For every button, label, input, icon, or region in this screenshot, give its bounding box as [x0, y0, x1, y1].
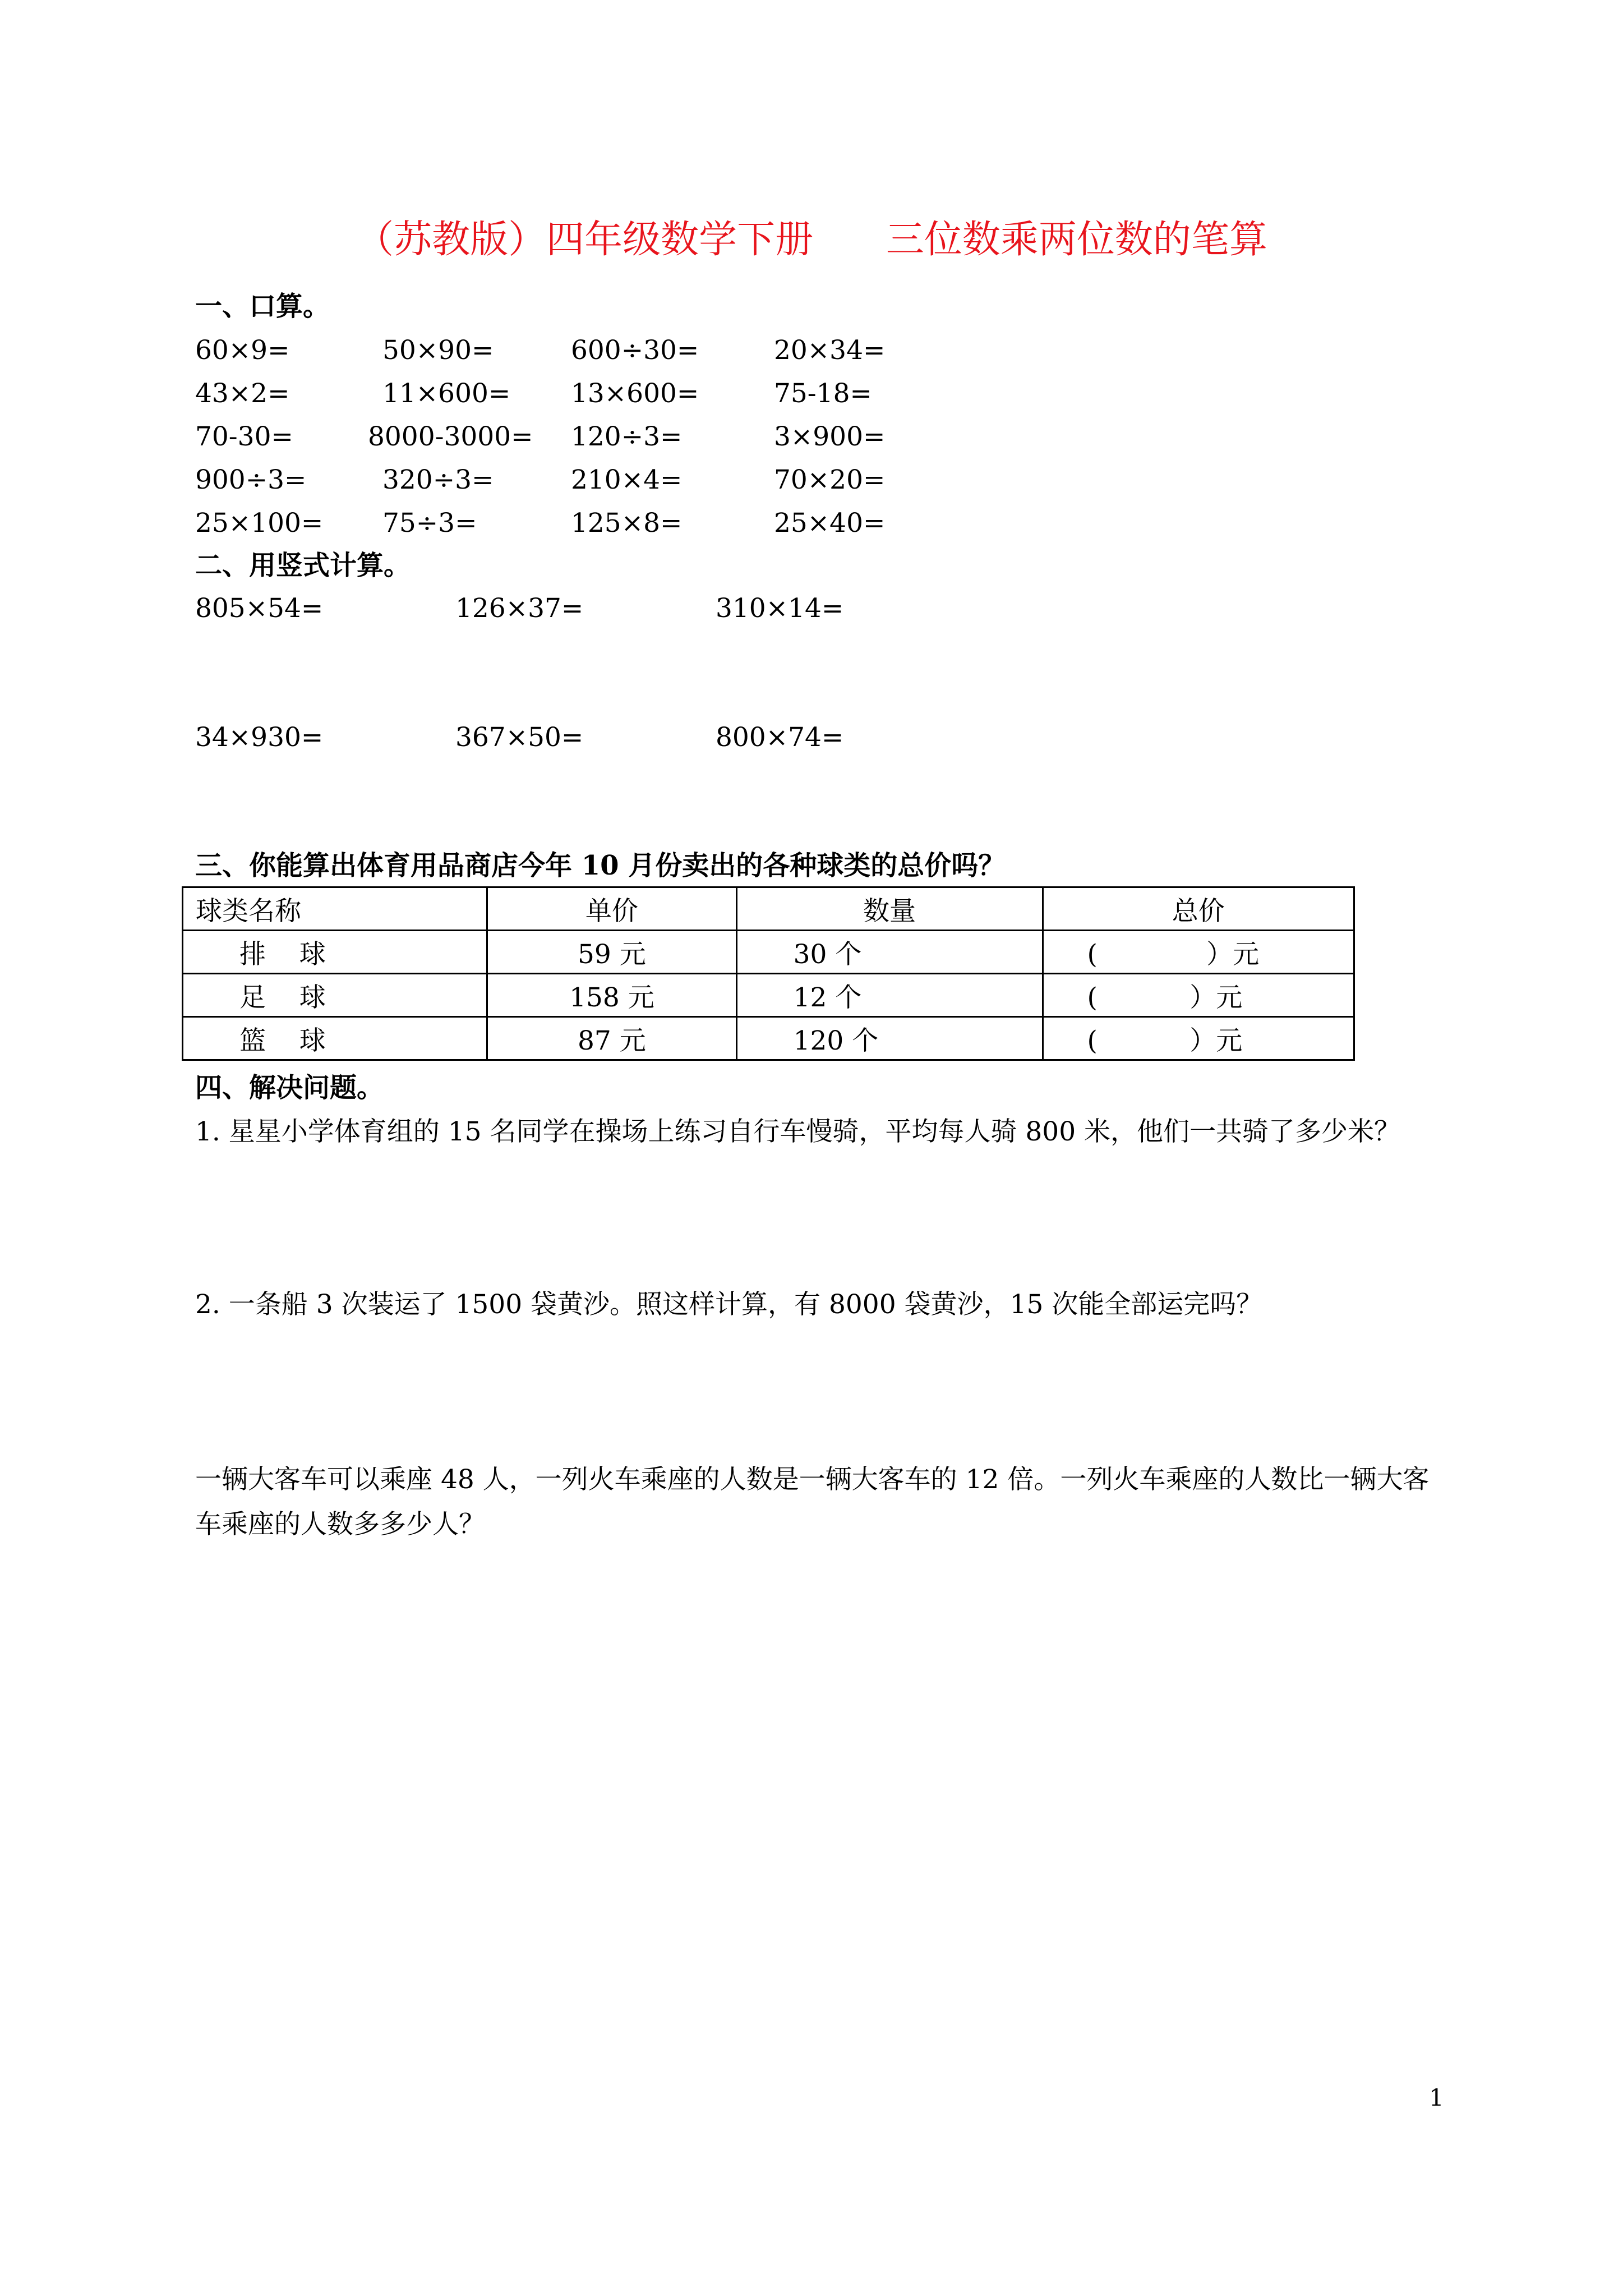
table-header-cell: 球类名称	[183, 887, 487, 931]
section-3-heading: 三、你能算出体育用品商店今年 10 月份卖出的各种球类的总价吗？	[195, 850, 1006, 881]
ball-price-table	[182, 886, 1355, 1061]
page-title: （苏教版）四年级数学下册 三位数乘两位数的笔算	[356, 218, 1267, 262]
oral-problem: 8000-3000=	[368, 421, 533, 452]
oral-problem: 50×90=	[382, 335, 494, 366]
section-2-heading: 二、用竖式计算。	[195, 550, 411, 581]
table-row	[183, 1017, 1354, 1060]
oral-problem: 25×40=	[774, 508, 886, 539]
table-cell: ( ）元	[1043, 931, 1354, 974]
table-cell: 12 个	[736, 974, 1043, 1017]
table-header-cell: 总价	[1043, 887, 1354, 931]
oral-problem: 900÷3=	[195, 464, 307, 495]
oral-problem: 43×2=	[195, 378, 290, 409]
table-cell: 足 球	[183, 974, 487, 1017]
table-cell: 158 元	[487, 974, 736, 1017]
word-problem-3: 一辆大客车可以乘座 48 人，一列火车乘座的人数是一辆大客车的 12 倍。一列火车乘座的人数比一辆大客车乘座的人数多多少人？	[195, 1464, 1430, 1540]
vertical-calc-problem: 126×37=	[455, 593, 584, 624]
table-cell: 30 个	[736, 931, 1043, 974]
table-cell: 120 个	[736, 1017, 1043, 1060]
vertical-calc-problem: 800×74=	[716, 722, 844, 753]
table-header-cell: 单价	[487, 887, 736, 931]
oral-problem: 20×34=	[774, 335, 886, 366]
vertical-calc-problem: 805×54=	[195, 593, 324, 624]
table-cell: 87 元	[487, 1017, 736, 1060]
oral-problem: 70-30=	[195, 421, 293, 452]
oral-problem: 125×8=	[571, 508, 683, 539]
oral-problem: 13×600=	[571, 378, 699, 409]
oral-problem: 70×20=	[774, 464, 886, 495]
oral-problem: 120÷3=	[571, 421, 683, 452]
table-header-row	[183, 887, 1354, 931]
vertical-calc-problem: 367×50=	[455, 722, 584, 753]
oral-problem: 320÷3=	[382, 464, 494, 495]
table-cell: 59 元	[487, 931, 736, 974]
table-cell: ( ）元	[1043, 1017, 1354, 1060]
table-cell: 篮 球	[183, 1017, 487, 1060]
section-4-heading: 四、解决问题。	[195, 1072, 384, 1103]
oral-problem: 11×600=	[382, 378, 511, 409]
vertical-calc-problem: 310×14=	[716, 593, 844, 624]
table-cell: ( ）元	[1043, 974, 1354, 1017]
table-cell: 排 球	[183, 931, 487, 974]
oral-problem: 60×9=	[195, 335, 290, 366]
oral-problem: 25×100=	[195, 508, 324, 539]
oral-problem: 75÷3=	[382, 508, 477, 539]
page-number: 1	[1429, 2084, 1444, 2111]
table-header-cell: 数量	[736, 887, 1043, 931]
table-row	[183, 974, 1354, 1017]
oral-problem: 3×900=	[774, 421, 886, 452]
oral-problem: 600÷30=	[571, 335, 699, 366]
oral-problem: 210×4=	[571, 464, 683, 495]
word-problem-2: 2. 一条船 3 次装运了 1500 袋黄沙。照这样计算，有 8000 袋黄沙，15 次能全部运完吗？	[195, 1289, 1263, 1320]
vertical-calc-problem: 34×930=	[195, 722, 324, 753]
word-problem-1: 1. 星星小学体育组的 15 名同学在操场上练习自行车慢骑，平均每人骑 800 米，他们一共骑了多少米？	[195, 1116, 1401, 1147]
table-row	[183, 931, 1354, 974]
oral-problem: 75-18=	[774, 378, 872, 409]
section-1-heading: 一、口算。	[195, 291, 330, 322]
